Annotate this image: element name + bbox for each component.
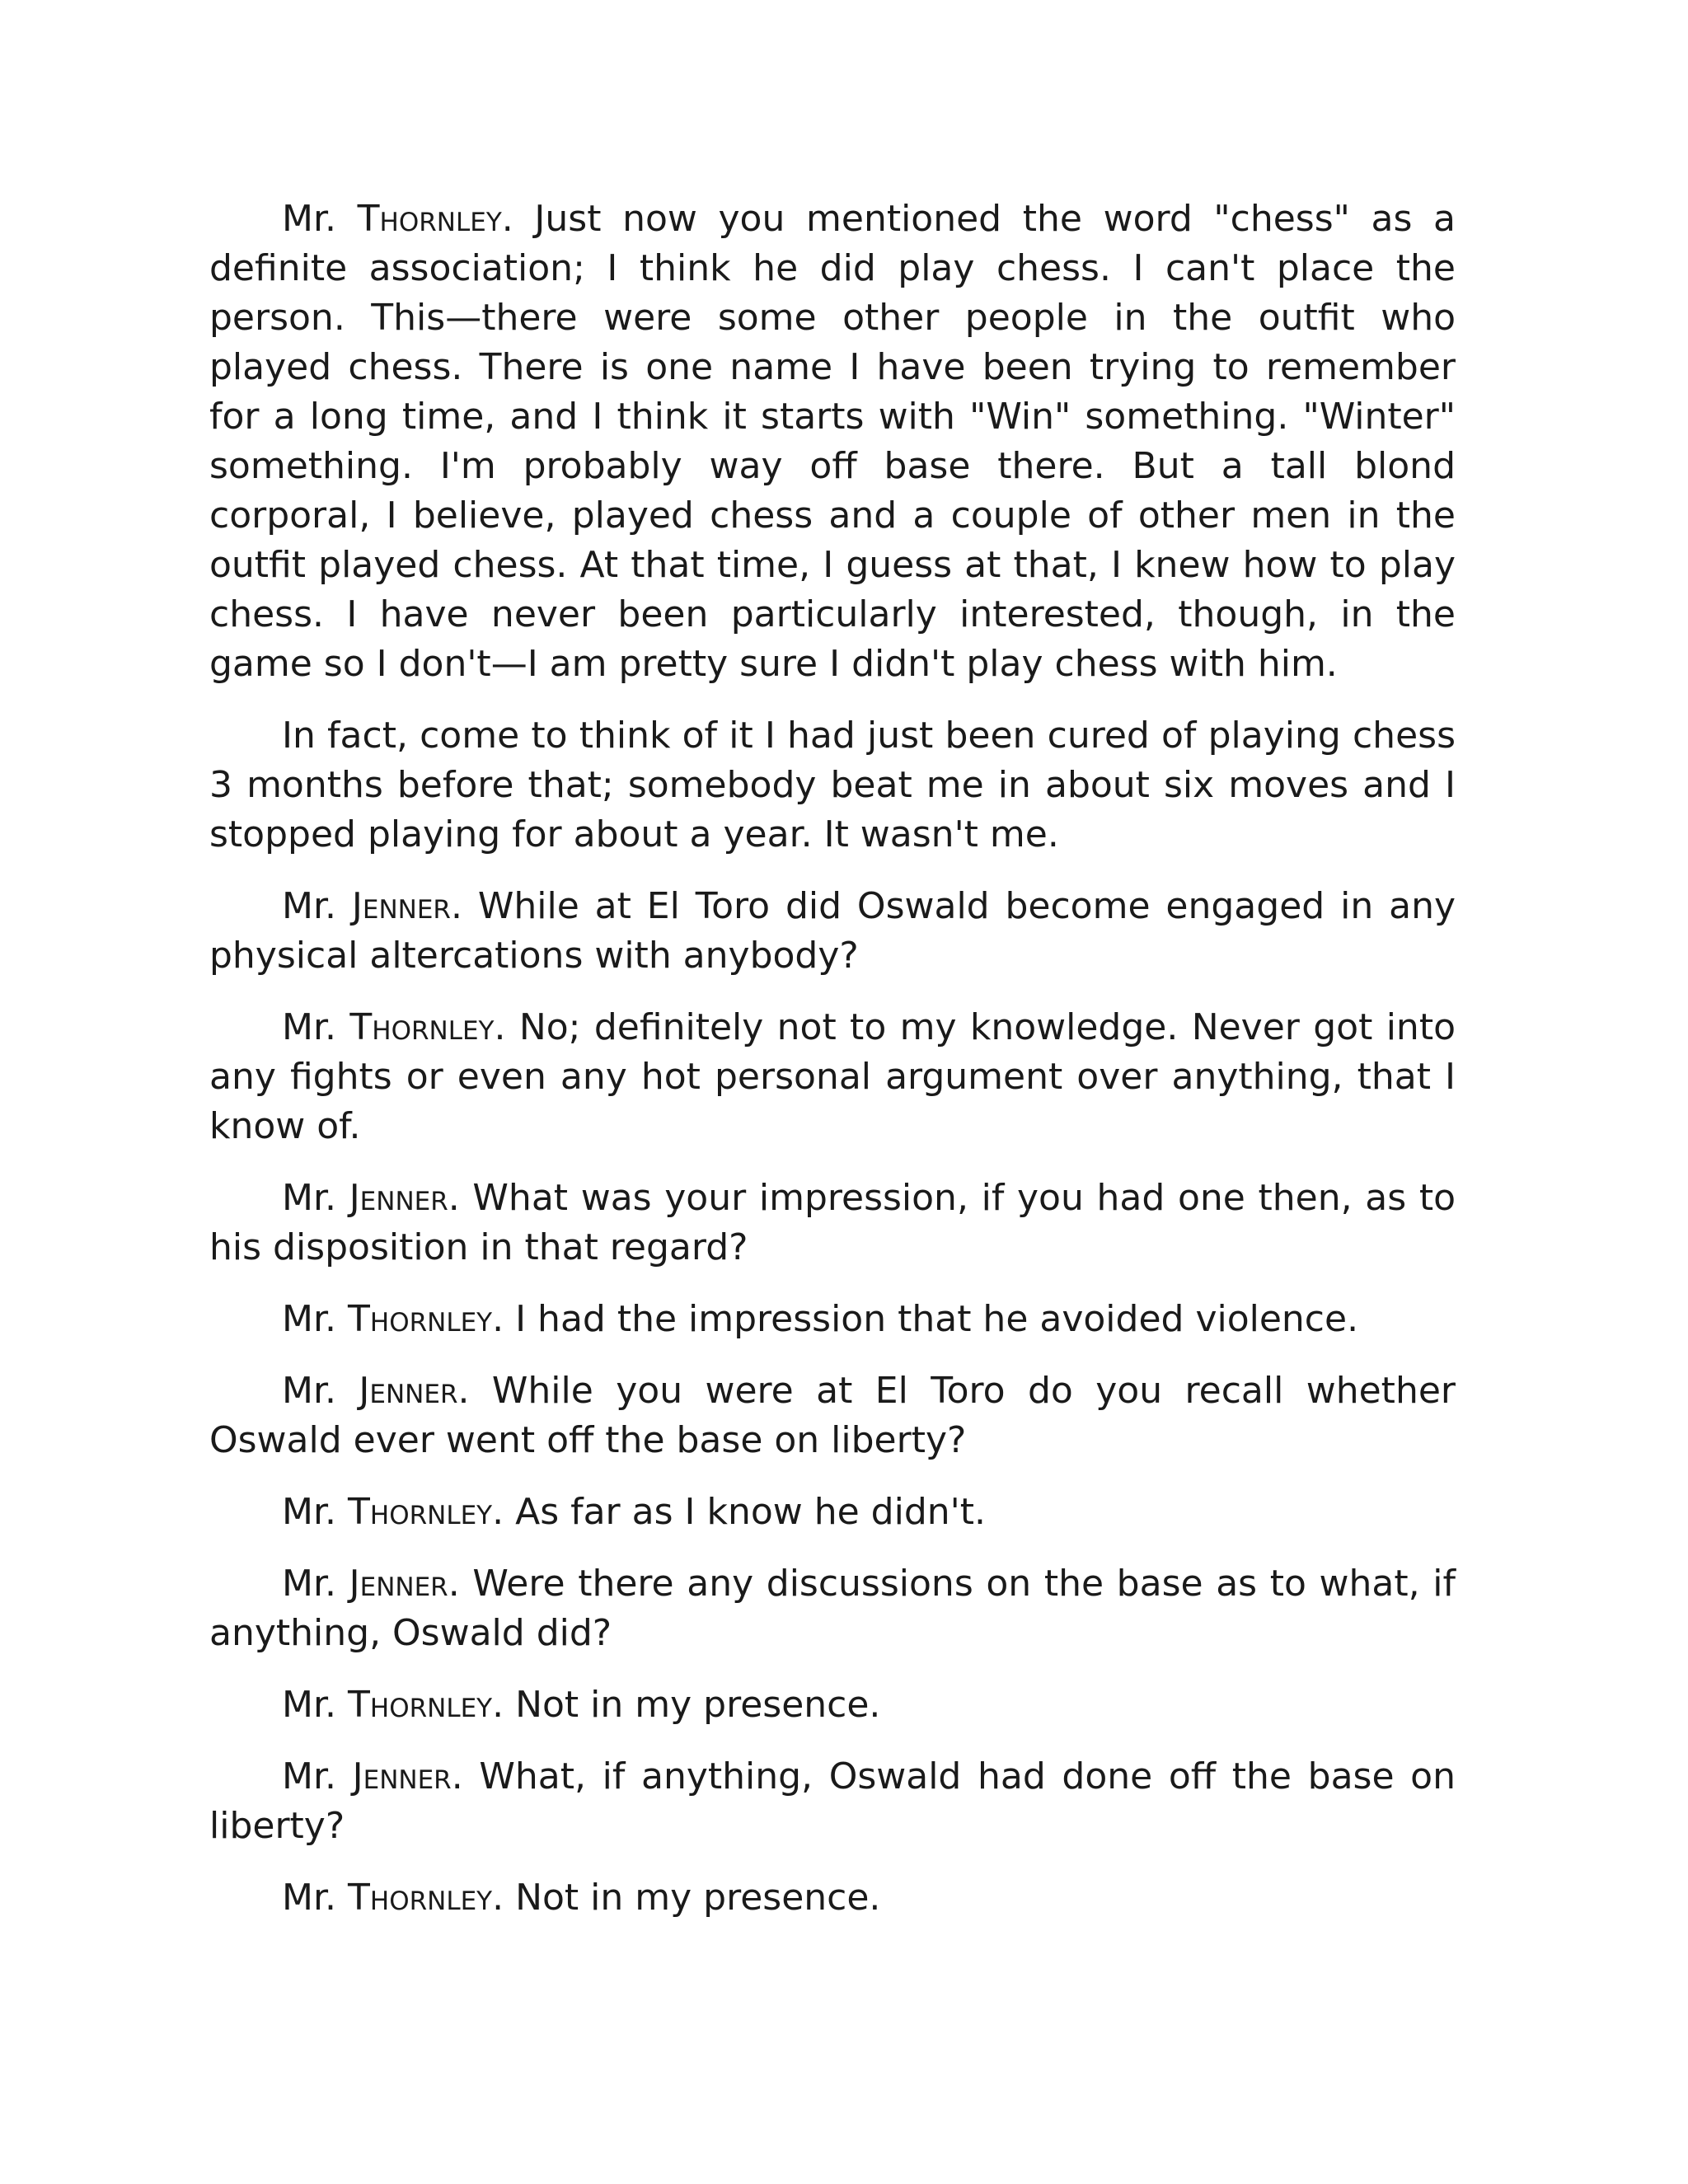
transcript-page xyxy=(209,194,1456,1945)
speaker-name: Jenner xyxy=(359,1370,458,1412)
paragraph-text: . While you were at El Toro do you recall whether Oswald ever went off the base on liberty? xyxy=(209,1370,1456,1461)
testimony-paragraph xyxy=(209,1873,1456,1923)
paragraph-text: . What, if anything, Oswald had done off the base on liberty? xyxy=(209,1755,1456,1847)
speaker-honorific: Mr. xyxy=(282,198,358,240)
speaker-honorific: Mr. xyxy=(282,1877,348,1919)
speaker-name: Thornley xyxy=(348,1298,493,1340)
testimony-paragraph xyxy=(209,1003,1456,1151)
paragraph-text: . I had the impression that he avoided violence. xyxy=(492,1298,1359,1340)
testimony-paragraph xyxy=(209,1295,1456,1344)
testimony-paragraph xyxy=(209,194,1456,689)
paragraph-text: . While at El Toro did Oswald become engaged in any physical altercations with anybody? xyxy=(209,885,1456,977)
testimony-paragraph xyxy=(209,1174,1456,1272)
testimony-paragraph xyxy=(209,1680,1456,1730)
speaker-honorific: Mr. xyxy=(282,1298,348,1340)
paragraph-text: . Were there any discussions on the base as to what, if anything, Oswald did? xyxy=(209,1563,1456,1654)
paragraph-text: . Not in my presence. xyxy=(492,1684,881,1726)
testimony-paragraph xyxy=(209,1366,1456,1465)
speaker-honorific: Mr. xyxy=(282,1755,353,1797)
speaker-name: Thornley xyxy=(348,1684,493,1726)
paragraph-text: . As far as I know he didn't. xyxy=(492,1491,986,1533)
speaker-honorific: Mr. xyxy=(282,1370,359,1412)
paragraph-text: . Just now you mentioned the word "chess" as a definite association; I think he did play chess. I can't place the person. This—there were some other people in the outfit who played chess. There is one name I have been trying to remember for a long time, and I think it starts with "Win" something. "Winter" something. I'm probably way off base there. But a tall blond corporal, I believe, played chess and a couple of other men in the outfit played chess. At that time, I guess at that, I knew how to play chess. I have never been particularly interested, though, in the game so I don't—I am pretty sure I didn't play chess with him. xyxy=(209,198,1456,685)
speaker-honorific: Mr. xyxy=(282,1684,348,1726)
speaker-honorific: Mr. xyxy=(282,1563,349,1605)
speaker-name: Jenner xyxy=(351,885,451,927)
testimony-paragraph xyxy=(209,711,1456,860)
speaker-name: Jenner xyxy=(349,1563,448,1605)
speaker-honorific: Mr. xyxy=(282,885,352,927)
speaker-name: Jenner xyxy=(349,1177,448,1219)
testimony-paragraph xyxy=(209,1559,1456,1658)
testimony-paragraph xyxy=(209,1488,1456,1537)
speaker-name: Thornley xyxy=(348,1491,493,1533)
paragraph-text: . What was your impression, if you had one then, as to his disposition in that regard? xyxy=(209,1177,1456,1268)
speaker-honorific: Mr. xyxy=(282,1006,350,1048)
testimony-paragraph xyxy=(209,1752,1456,1851)
speaker-honorific: Mr. xyxy=(282,1177,349,1219)
paragraph-text: . No; definitely not to my knowledge. Never got into any fights or even any hot personal argument over anything, that I know of. xyxy=(209,1006,1456,1147)
speaker-name: Thornley xyxy=(357,198,502,240)
paragraph-text: In fact, come to think of it I had just been cured of playing chess 3 months before that; somebody beat me in about six moves and I stopped playing for about a year. It wasn't me. xyxy=(209,715,1456,855)
paragraph-text: . Not in my presence. xyxy=(492,1877,881,1919)
testimony-paragraph xyxy=(209,882,1456,981)
speaker-name: Thornley xyxy=(349,1006,495,1048)
speaker-name: Thornley xyxy=(348,1877,493,1919)
speaker-name: Jenner xyxy=(352,1755,452,1797)
speaker-honorific: Mr. xyxy=(282,1491,348,1533)
